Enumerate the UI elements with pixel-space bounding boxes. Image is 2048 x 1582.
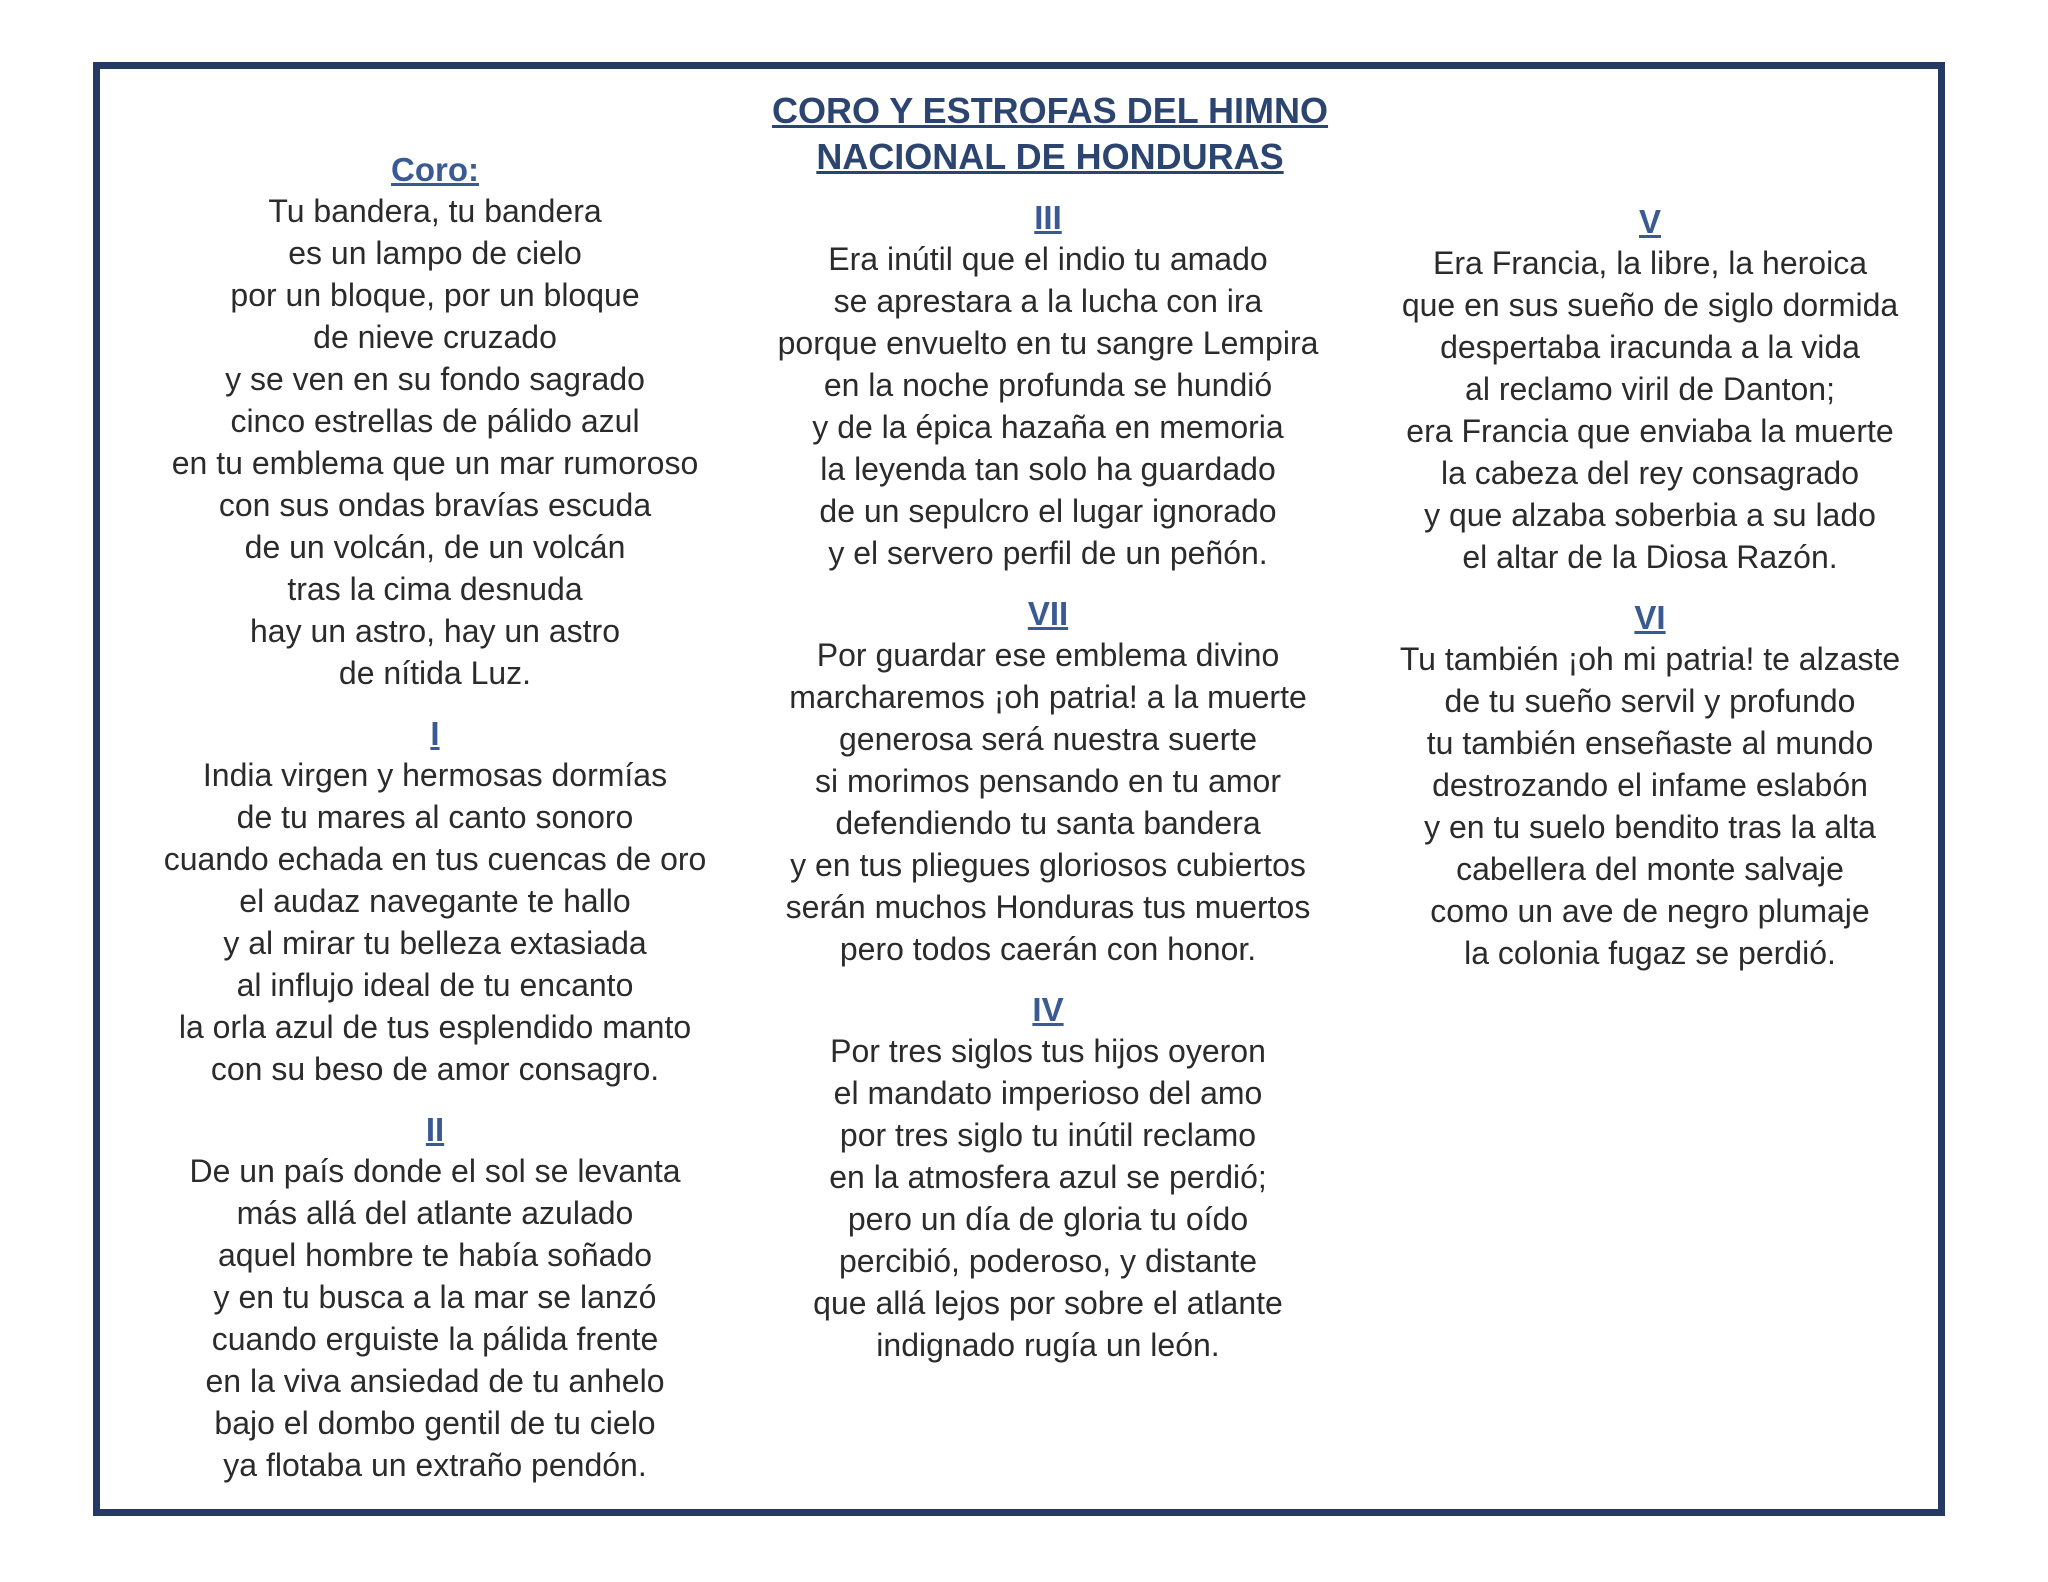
verse-line: de tu sueño servil y profundo bbox=[1444, 683, 1856, 719]
verse-line: India virgen y hermosas dormías bbox=[202, 757, 668, 793]
verse-line: porque envuelto en tu sangre Lempira bbox=[777, 325, 1319, 361]
stanza-lines bbox=[728, 1030, 1368, 1366]
verse-line: destrozando el infame eslabón bbox=[1432, 767, 1868, 803]
stanza bbox=[115, 150, 755, 694]
stanza-gap bbox=[728, 574, 1368, 594]
verse-line: que allá lejos por sobre el atlante bbox=[813, 1285, 1283, 1321]
verse-line: en tu emblema que un mar rumoroso bbox=[171, 445, 699, 481]
verse-line: pero todos caerán con honor. bbox=[839, 931, 1257, 967]
verse-line: tras la cima desnuda bbox=[287, 571, 583, 607]
verse-line: ya flotaba un extraño pendón. bbox=[223, 1447, 647, 1483]
stanza-heading: II bbox=[425, 1111, 445, 1148]
column-1 bbox=[115, 150, 755, 1486]
verse-line: la cabeza del rey consagrado bbox=[1440, 455, 1860, 491]
stanza-gap bbox=[115, 694, 755, 714]
verse-line: de un sepulcro el lugar ignorado bbox=[819, 493, 1277, 529]
verse-line: de un volcán, de un volcán bbox=[244, 529, 626, 565]
verse-line: en la atmosfera azul se perdió; bbox=[829, 1159, 1267, 1195]
verse-line: De un país donde el sol se levanta bbox=[189, 1153, 681, 1189]
verse-line: y al mirar tu belleza extasiada bbox=[223, 925, 647, 961]
verse-line: en la viva ansiedad de tu anhelo bbox=[205, 1363, 665, 1399]
stanza-heading: VI bbox=[1634, 599, 1666, 636]
verse-line: y en tu suelo bendito tras la alta bbox=[1424, 809, 1876, 845]
stanza-lines bbox=[1330, 242, 1970, 578]
verse-line: y de la épica hazaña en memoria bbox=[812, 409, 1284, 445]
verse-line: por tres siglo tu inútil reclamo bbox=[839, 1117, 1257, 1153]
verse-line: el mandato imperioso del amo bbox=[833, 1075, 1263, 1111]
stanza-lines bbox=[115, 190, 755, 694]
verse-line: tu también enseñaste al mundo bbox=[1426, 725, 1874, 761]
stanza bbox=[1330, 202, 1970, 578]
title-line: CORO Y ESTROFAS DEL HIMNO bbox=[771, 90, 1329, 131]
stanza bbox=[115, 1110, 755, 1486]
verse-line: al reclamo viril de Danton; bbox=[1465, 371, 1835, 407]
verse-line: la colonia fugaz se perdió. bbox=[1464, 935, 1836, 971]
verse-line: de tu mares al canto sonoro bbox=[236, 799, 634, 835]
verse-line: despertaba iracunda a la vida bbox=[1440, 329, 1860, 365]
verse-line: y el servero perfil de un peñón. bbox=[828, 535, 1268, 571]
verse-line: de nítida Luz. bbox=[338, 655, 532, 691]
verse-line: en la noche profunda se hundió bbox=[823, 367, 1273, 403]
verse-line: con su beso de amor consagro. bbox=[210, 1051, 660, 1087]
stanza-gap bbox=[115, 1090, 755, 1110]
verse-line: aquel hombre te había soñado bbox=[217, 1237, 653, 1273]
verse-line: Era inútil que el indio tu amado bbox=[828, 241, 1268, 277]
verse-line: y que alzaba soberbia a su lado bbox=[1424, 497, 1876, 533]
verse-line: generosa será nuestra suerte bbox=[838, 721, 1258, 757]
verse-line: cinco estrellas de pálido azul bbox=[230, 403, 640, 439]
stanza-gap bbox=[1330, 578, 1970, 598]
verse-line: pero un día de gloria tu oído bbox=[847, 1201, 1249, 1237]
verse-line: al influjo ideal de tu encanto bbox=[236, 967, 634, 1003]
stanza-lines bbox=[1330, 638, 1970, 974]
stanza bbox=[728, 198, 1368, 574]
column-3 bbox=[1330, 202, 1970, 974]
verse-line: Tu bandera, tu bandera bbox=[268, 193, 602, 229]
verse-line: serán muchos Honduras tus muertos bbox=[785, 889, 1311, 925]
page-title bbox=[700, 88, 1400, 180]
stanza bbox=[115, 714, 755, 1090]
verse-line: cuando echada en tus cuencas de oro bbox=[163, 841, 707, 877]
stanza-heading: VII bbox=[1027, 595, 1069, 632]
stanza bbox=[728, 594, 1368, 970]
stanza-lines bbox=[115, 754, 755, 1090]
verse-line: que en sus sueño de siglo dormida bbox=[1401, 287, 1899, 323]
verse-line: se aprestara a la lucha con ira bbox=[833, 283, 1263, 319]
verse-line: defendiendo tu santa bandera bbox=[835, 805, 1261, 841]
verse-line: si morimos pensando en tu amor bbox=[815, 763, 1281, 799]
verse-line: y en tus pliegues gloriosos cubiertos bbox=[790, 847, 1306, 883]
verse-line: indignado rugía un león. bbox=[876, 1327, 1220, 1363]
verse-line: Tu también ¡oh mi patria! te alzaste bbox=[1399, 641, 1901, 677]
stanza-heading: IV bbox=[1032, 991, 1064, 1028]
verse-line: Por tres siglos tus hijos oyeron bbox=[830, 1033, 1266, 1069]
verse-line: la orla azul de tus esplendido manto bbox=[178, 1009, 692, 1045]
verse-line: era Francia que enviaba la muerte bbox=[1406, 413, 1894, 449]
verse-line: percibió, poderoso, y distante bbox=[838, 1243, 1258, 1279]
column-2 bbox=[728, 198, 1368, 1366]
stanza-heading: Coro: bbox=[391, 151, 479, 188]
verse-line: por un bloque, por un bloque bbox=[230, 277, 640, 313]
verse-line: es un lampo de cielo bbox=[288, 235, 582, 271]
stanza-lines bbox=[728, 238, 1368, 574]
verse-line: marcharemos ¡oh patria! a la muerte bbox=[789, 679, 1307, 715]
stanza-lines bbox=[728, 634, 1368, 970]
verse-line: la leyenda tan solo ha guardado bbox=[820, 451, 1276, 487]
verse-line: más allá del atlante azulado bbox=[236, 1195, 634, 1231]
verse-line: bajo el dombo gentil de tu cielo bbox=[214, 1405, 656, 1441]
verse-line: con sus ondas bravías escuda bbox=[218, 487, 652, 523]
verse-line: y en tu busca a la mar se lanzó bbox=[213, 1279, 657, 1315]
stanza-heading: III bbox=[1034, 199, 1062, 236]
stanza-lines bbox=[115, 1150, 755, 1486]
verse-line: y se ven en su fondo sagrado bbox=[225, 361, 645, 397]
verse-line: como un ave de negro plumaje bbox=[1430, 893, 1870, 929]
stanza-heading: I bbox=[430, 715, 440, 752]
verse-line: cabellera del monte salvaje bbox=[1456, 851, 1844, 887]
verse-line: hay un astro, hay un astro bbox=[250, 613, 620, 649]
verse-line: Por guardar ese emblema divino bbox=[816, 637, 1280, 673]
verse-line: de nieve cruzado bbox=[313, 319, 557, 355]
stanza-gap bbox=[728, 970, 1368, 990]
verse-line: el audaz navegante te hallo bbox=[239, 883, 631, 919]
stanza bbox=[1330, 598, 1970, 974]
stanza bbox=[728, 990, 1368, 1366]
stanza-heading: V bbox=[1638, 203, 1661, 240]
title-line: NACIONAL DE HONDURAS bbox=[816, 136, 1284, 177]
verse-line: cuando erguiste la pálida frente bbox=[211, 1321, 659, 1357]
verse-line: Era Francia, la libre, la heroica bbox=[1433, 245, 1867, 281]
verse-line: el altar de la Diosa Razón. bbox=[1462, 539, 1838, 575]
